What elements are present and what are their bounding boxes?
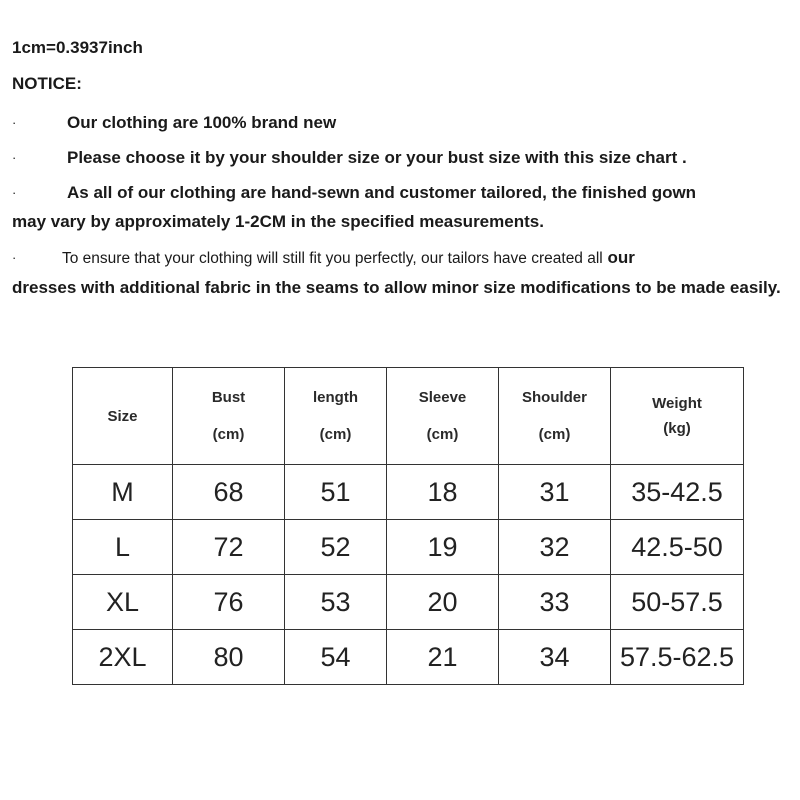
notice-text-lead: To ensure that your clothing will still fit you perfectly, our tailors have created all [62,250,603,267]
header-bust: Bust (cm) [173,368,285,465]
notice-text: Our clothing are 100% brand new [67,113,337,132]
cell-length: 51 [285,465,387,520]
cell-sleeve: 19 [387,520,499,575]
cell-size: 2XL [73,630,173,685]
header-sleeve: Sleeve (cm) [387,368,499,465]
notice-item-hand-sewn [12,178,782,236]
cell-size: XL [73,575,173,630]
cell-shoulder: 33 [499,575,611,630]
cell-shoulder: 32 [499,520,611,575]
size-chart-table [72,367,744,685]
notice-text-continued: dresses with additional fabric in the seams to allow minor size modifications to be made easily. [12,278,781,297]
bullet-dot: · [12,185,17,200]
cell-weight: 50-57.5 [611,575,744,630]
cell-length: 53 [285,575,387,630]
notice-item-fit [12,243,782,302]
table-row [73,465,744,520]
notice-item-brand-new [12,108,782,137]
cell-size: M [73,465,173,520]
cell-size: L [73,520,173,575]
notice-item-choose-size [12,143,782,172]
bullet-dot: · [12,250,17,265]
table-row [73,575,744,630]
notice-text [12,243,782,273]
unit-conversion: 1cm=0.3937inch [12,38,143,57]
notice-text-tail: our [602,248,635,267]
notice-heading: NOTICE: [12,74,82,93]
header-length: length (cm) [285,368,387,465]
cell-shoulder: 31 [499,465,611,520]
cell-sleeve: 20 [387,575,499,630]
cell-bust: 72 [173,520,285,575]
header-size: Size [73,368,173,465]
cell-bust: 80 [173,630,285,685]
cell-weight: 35-42.5 [611,465,744,520]
notice-text-continued: may vary by approximately 1-2CM in the specified measurements. [12,212,544,231]
cell-bust: 68 [173,465,285,520]
cell-sleeve: 21 [387,630,499,685]
table-row [73,520,744,575]
header-weight: Weight (kg) [611,368,744,465]
bullet-dot: · [12,150,17,165]
cell-weight: 42.5-50 [611,520,744,575]
table-row [73,630,744,685]
bullet-dot: · [12,115,17,130]
cell-bust: 76 [173,575,285,630]
header-shoulder: Shoulder (cm) [499,368,611,465]
notice-text: Please choose it by your shoulder size or your bust size with this size chart . [67,148,687,167]
table-header-row [73,368,744,465]
cell-sleeve: 18 [387,465,499,520]
cell-weight: 57.5-62.5 [611,630,744,685]
notice-text: As all of our clothing are hand-sewn and customer tailored, the finished gown [67,183,697,202]
cell-length: 52 [285,520,387,575]
cell-shoulder: 34 [499,630,611,685]
cell-length: 54 [285,630,387,685]
